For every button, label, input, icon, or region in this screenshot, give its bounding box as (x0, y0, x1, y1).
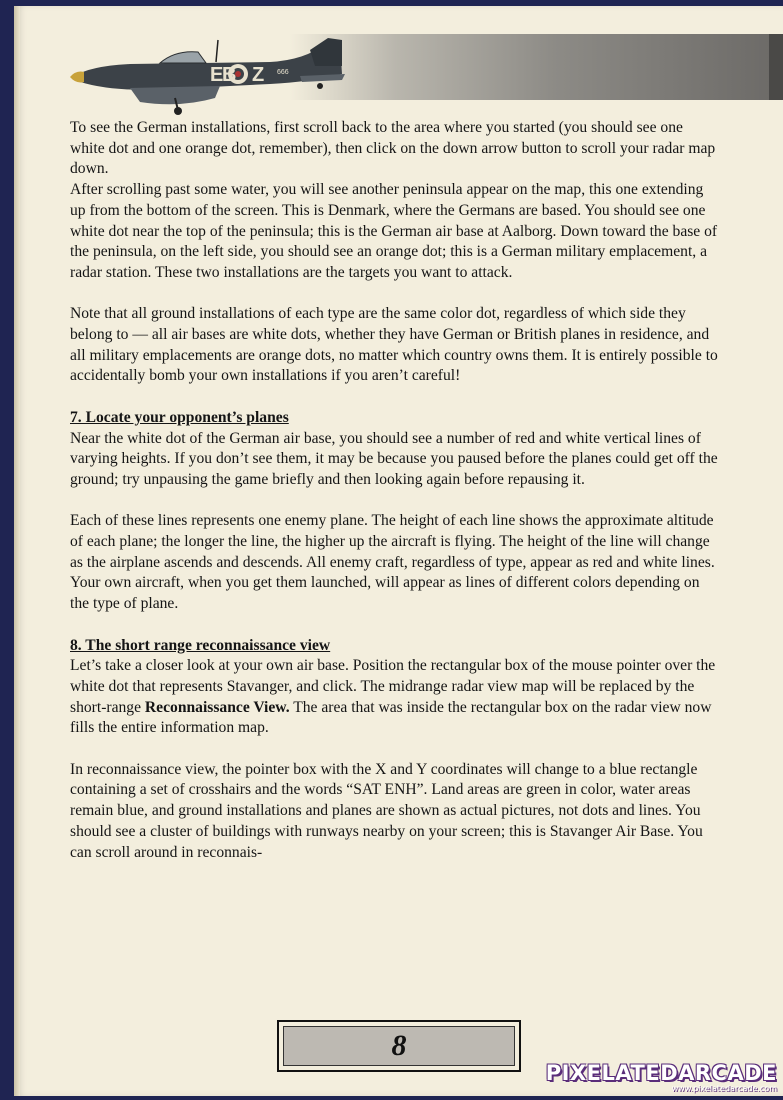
section-heading: 8. The short range reconnaissance view (70, 636, 331, 654)
paragraph-gap (70, 284, 720, 305)
paragraph-gap (70, 387, 720, 408)
paragraph-gap (70, 615, 720, 636)
plane-serial: 666 (277, 69, 289, 76)
watermark (546, 1062, 777, 1093)
body-paragraph: Note that all ground installations of each type are the same color dot, regardless of which side they belong to — all air bases are white dots, whether they have German or British planes in residence, and all military emplacements are orange dots, no matter which country owns them. It is entirely possible to accidentally bomb your own installations if you aren’t careful! (70, 305, 718, 385)
bold-term: Reconnaissance View. (144, 698, 290, 716)
body-paragraph: After scrolling past some water, you will see another peninsula appear on the map, this one extending up from the bottom of the screen. This is Denmark, where the Germans are based. You should see one white dot near the top of the peninsula; this is the German air base at Aalborg. Down toward the base of the peninsula, on the left side, you should see an orange dot; this is a German military emplacement, a radar station. These two installations are the targets you want to attack. (70, 181, 718, 281)
paragraph-text: The area that was inside the rectangular box on the radar view now fills the entire information map. (70, 698, 712, 737)
header-banner-tab (769, 34, 783, 100)
page-number-box (277, 1020, 521, 1072)
header-banner (290, 34, 770, 100)
body-paragraph: In reconnaissance view, the pointer box with the X and Y coordinates will change to a blue rectangle containing a set of crosshairs and the words “SAT ENH”. Land areas are green in color, water areas remain blue, and ground installations and planes are shown as actual pictures, not dots and lines. You should see a cluster of buildings with runways nearby on your screen; this is Stavanger Air Base. You can scroll around in reconnais- (70, 760, 703, 861)
svg-text:B: B (222, 64, 237, 86)
svg-text:E: E (210, 64, 224, 86)
body-paragraph: Each of these lines represents one enemy plane. The height of each line shows the approximate altitude of each plane; the longer the line, the higher up the aircraft is flying. The height of the line will change as the airplane ascends and descends. All enemy craft, regardless of type, appear as red and white lines. Your own aircraft, when you get them launched, will appear as lines of different colors depending on the type of plane. (70, 512, 715, 613)
manual-body-text (70, 118, 720, 863)
paragraph-text: Let’s take a closer look at your own air base. Position the rectangular box of the mouse pointer over the white dot that represents Stavanger, and click. The midrange radar view map will be replaced by the short-range (70, 657, 716, 716)
watermark-url: www.pixelatedarcade.com (671, 1084, 777, 1093)
watermark-logo: PIXELATEDARCADE (545, 1061, 777, 1085)
section-heading: 7. Locate your opponent’s planes (70, 408, 289, 426)
spitfire-illustration-icon (70, 36, 350, 116)
body-paragraph (70, 656, 720, 739)
body-paragraph: Near the white dot of the German air base, you should see a number of red and white vertical lines of varying heights. If you don’t see them, it may be because you paused before the planes could get off the ground; try unpausing the game briefly and then looking again before repausing it. (70, 429, 718, 488)
svg-text:Z: Z (252, 64, 265, 86)
paragraph-gap (70, 739, 720, 760)
body-paragraph: To see the German installations, first scroll back to the area where you started (you should see one white dot and one orange dot, remember), then click on the down arrow button to scroll your radar map down. (70, 119, 716, 178)
paragraph-gap (70, 491, 720, 512)
page-binding-shadow (14, 6, 20, 1096)
page-number: 8 (283, 1026, 515, 1066)
